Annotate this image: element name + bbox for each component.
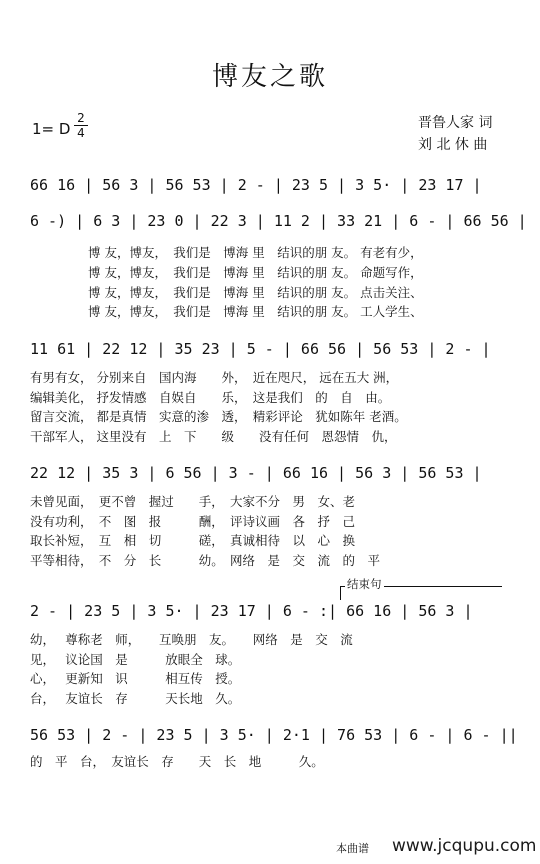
lyric-line: 博 友，博友， 我们是 博海 里 结识的朋 友。 有老有少， [88, 245, 423, 260]
lyric-line: 博 友，博友， 我们是 博海 里 结识的朋 友。 工人学生、 [88, 304, 423, 319]
footer-text: 本曲谱 [336, 842, 369, 855]
coda-label: 结束句 [347, 577, 382, 591]
key-signature: 1= D [32, 120, 71, 138]
time-signature [74, 112, 88, 139]
lyric-line: 台， 友谊长 存 天长地 久。 [30, 691, 241, 706]
lyric-line: 没有功利， 不 图 报 酬， 评诗议画 各 抒 己 [30, 514, 356, 529]
score-line-4: 22 12 | 35 3 | 6 56 | 3 - | 66 16 | 56 3 | 56 53 | [30, 464, 482, 482]
lyric-line: 见， 议论国 是 放眼全 球。 [30, 652, 241, 667]
score-line-5: 2 - | 23 5 | 3 5· | 23 17 | 6 - :| 66 16 | 56 3 | [30, 602, 473, 620]
lyric-line: 未曾见面， 更不曾 握过 手， 大家不分 男 女、老 [30, 494, 356, 509]
lyric-line: 博 友，博友， 我们是 博海 里 结识的朋 友。 点击关注、 [88, 285, 423, 300]
composer-credit: 刘 北 休 曲 [418, 137, 488, 153]
lyric-line: 的 平 台， 友谊长 存 天 长 地 久。 [30, 754, 324, 769]
lyric-line: 留言交流， 都是真情 实意的渗 透， 精彩评论 犹如陈年 老酒。 [30, 409, 407, 424]
score-line-1: 66 16 | 56 3 | 56 53 | 2 - | 23 5 | 3 5· | 23 17 | [30, 176, 482, 194]
lyric-line: 有男有女， 分别来自 国内海 外， 近在咫尺， 远在五大 洲， [30, 370, 399, 385]
song-title: 博友之歌 [211, 62, 328, 92]
score-line-2: 6 -) | 6 3 | 23 0 | 22 3 | 11 2 | 33 21 | 6 - | 66 56 | [30, 212, 527, 230]
lyric-line: 博 友，博友， 我们是 博海 里 结识的朋 友。 命题写作， [88, 265, 423, 280]
time-signature-top: 2 [77, 111, 85, 125]
lyric-line: 干部军人， 这里没有 上 下 级 没有任何 恩怨情 仇， [30, 429, 397, 444]
site-watermark: www.jcqupu.com [392, 836, 537, 856]
lyricist-credit: 晋鲁人家 词 [418, 115, 493, 131]
time-signature-bottom: 4 [77, 126, 85, 140]
score-line-3: 11 61 | 22 12 | 35 23 | 5 - | 66 56 | 56 53 | 2 - | [30, 340, 491, 358]
lyric-line: 编辑美化， 抒发情感 自娱自 乐， 这是我们 的 自 由。 [30, 390, 391, 405]
score-line-6: 56 53 | 2 - | 23 5 | 3 5· | 2·1 | 76 53 | 6 - | 6 - || [30, 726, 518, 744]
lyric-line: 取长补短， 互 相 切 磋， 真诚相待 以 心 换 [30, 533, 356, 548]
lyric-line: 心， 更新知 识 相互传 授。 [30, 671, 241, 686]
lyric-line: 平等相待， 不 分 长 幼。 网络 是 交 流 的 平 [30, 553, 381, 568]
lyric-line: 幼， 尊称老 师， 互唤朋 友。 网络 是 交 流 [30, 632, 353, 647]
coda-bracket-hook [340, 586, 341, 600]
